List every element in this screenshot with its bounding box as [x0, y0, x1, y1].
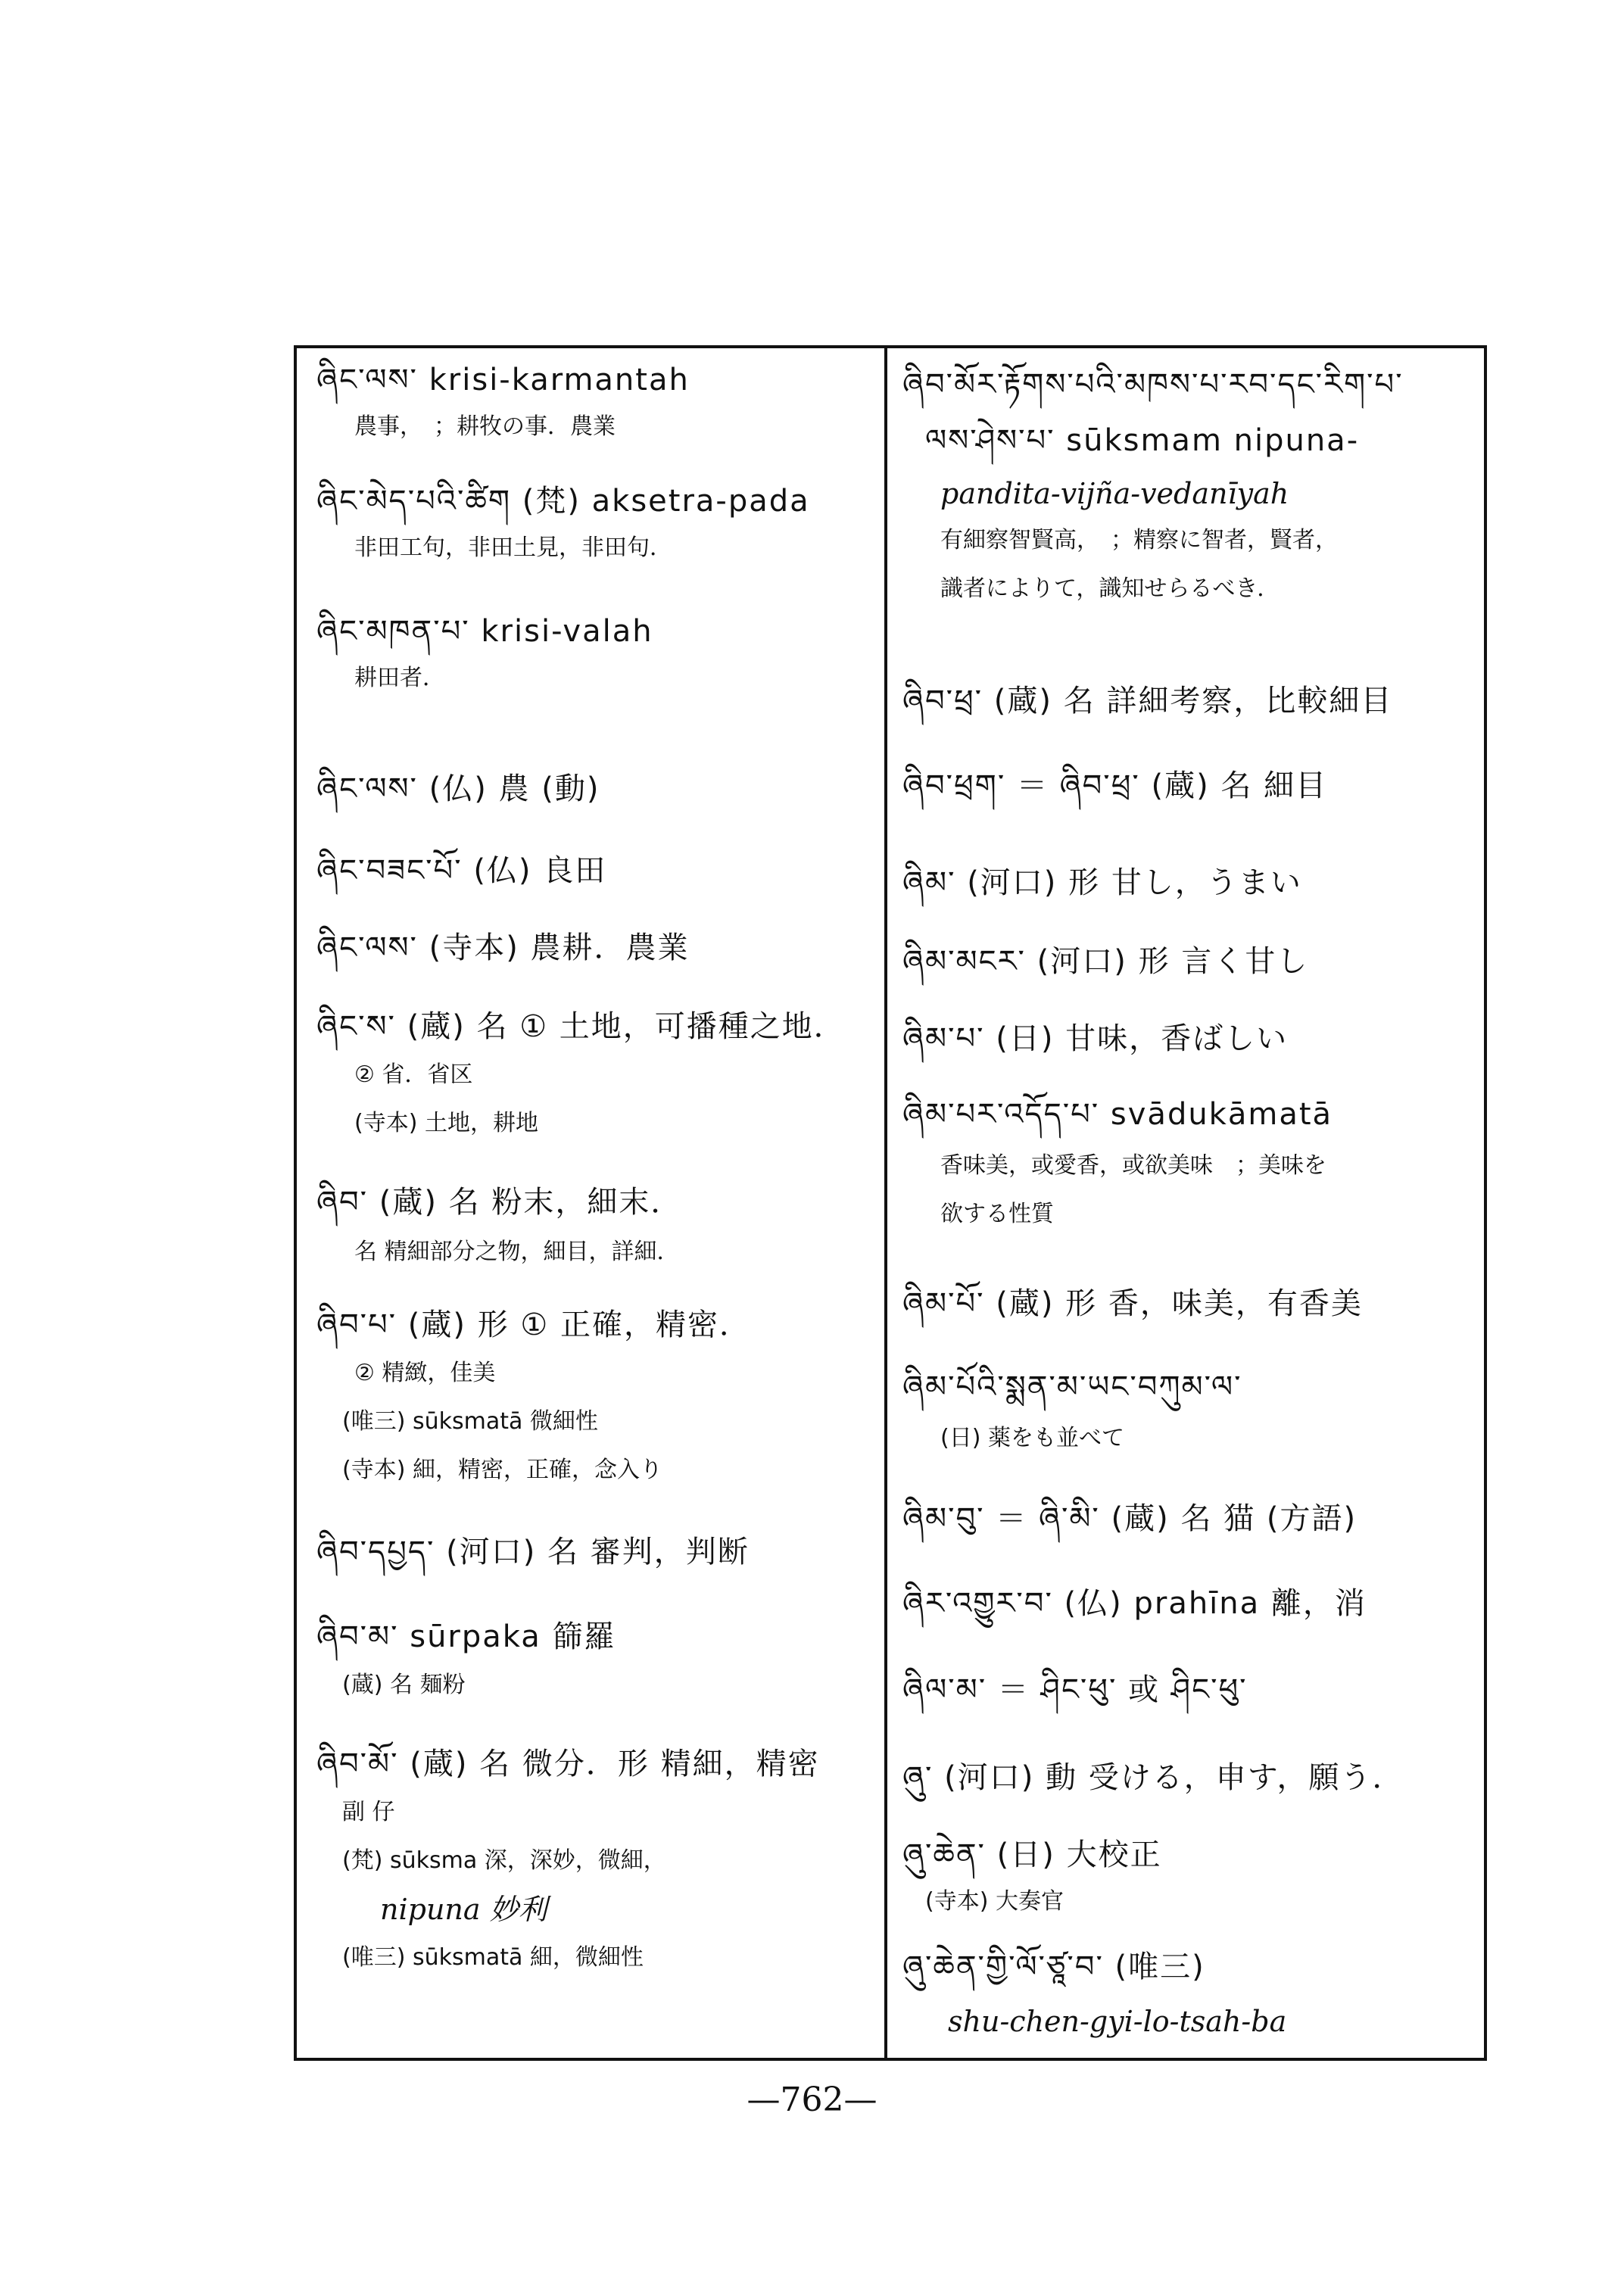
entry-definition-line: (寺本) 細，精密，正確，念入り: [342, 1457, 662, 1483]
entry-headword-line: ཞིང་ལས་ (寺本) 農耕．農業: [316, 930, 690, 965]
entry-definition-line: 農事， ；耕牧の事．農業: [354, 413, 616, 440]
entry-headword-line: ཞིབ་མ་ sūrpaka 篩羅: [316, 1619, 616, 1654]
entry-headword-line: ཞིབ་ཕྲ་ (蔵) 名 詳細考察，比較細目: [902, 684, 1393, 718]
entry-definition-line: 非田工句，非田土見，非田句．: [354, 535, 672, 561]
entry-headword-line: ཞིར་འགྱུར་བ་ (仏) prahīna 離，消: [902, 1586, 1367, 1621]
entry-headword-line: ཞིལ་མ་ ＝ ཤིང་ཕུ་ 或 ཤིང་ཕུ་: [902, 1672, 1248, 1707]
entry-definition-line: nipuna 妙利: [380, 1893, 547, 1926]
entry-definition-line: ② 省．省区: [354, 1061, 473, 1088]
entry-headword-line: ཞིམ་བུ་ ＝ ཞི་མི་ (蔵) 名 猫 (方語): [902, 1501, 1357, 1536]
entry-definition-line: 識者によりて，識知せらるべき．: [940, 575, 1280, 602]
entry-headword-line: ཞིམ་པར་འདོད་པ་ svādukāmatā: [902, 1097, 1333, 1132]
entry-headword-line: ལས་ཤེས་པ་ sūksmam nipuna-: [925, 423, 1360, 458]
entry-headword-line: ཞིང་མེད་པའི་ཚིག (梵) aksetra-pada: [316, 484, 810, 519]
entry-headword-line: ཞིབ་ཕྲག་ ＝ ཞིབ་ཕྲ་ (蔵) 名 細目: [902, 768, 1328, 803]
entry-definition-line: (日) 薬をも並べて: [940, 1425, 1124, 1451]
left-column: [297, 348, 887, 2058]
entry-headword-line: ཞུ་ཆེན་ (日) 大校正: [902, 1837, 1162, 1872]
entry-definition-line: (梵) sūksma 深，深妙，微細，: [342, 1847, 666, 1874]
entry-definition-line: 有細察智賢高， ；精察に智者，賢者，: [940, 527, 1338, 553]
dictionary-page-frame: [294, 345, 1487, 2061]
entry-headword-line: ཞིབ་པ་ (蔵) 形 ① 正確，精密．: [316, 1308, 752, 1342]
entry-headword-line: ཞིབ་དཔྱད་ (河口) 名 審判，判断: [316, 1535, 750, 1569]
entry-headword-line: ཞིམ་མངར་ (河口) 形 言く甘し: [902, 944, 1309, 979]
entry-definition-line: 欲する性質: [940, 1201, 1054, 1227]
entry-definition-line: (寺本) 土地，耕地: [354, 1110, 538, 1136]
entry-definition-line: pandita-vijña-vedanīyah: [940, 477, 1289, 510]
entry-headword-line: ཞིམ་པོའི་སྨན་མ་ཡང་བཀུམ་ལ་: [902, 1370, 1242, 1404]
entry-definition-line: ② 精緻，佳美: [354, 1360, 496, 1386]
entry-definition-line: 耕田者．: [354, 665, 445, 691]
entry-headword-line: ཞིམ་པ་ (日) 甘味，香ばしい: [902, 1021, 1289, 1056]
entry-definition-line: (蔵) 名 麺粉: [342, 1672, 466, 1698]
entry-headword-line: ཞིབ་མོར་རྟོགས་པའི་མཁས་པ་རབ་དང་རིག་པ་: [902, 367, 1404, 402]
entry-headword-line: ཞིབ་མོ་ (蔵) 名 微分．形 精細，精密: [316, 1747, 820, 1781]
entry-definition-line: 名 精細部分之物，細目，詳細．: [354, 1239, 680, 1265]
entry-headword-line: ཞིམ་པོ་ (蔵) 形 香，味美，有香美: [902, 1286, 1363, 1321]
right-column: [887, 348, 1484, 2058]
entry-definition-line: (唯三) sūksmatā 微細性: [342, 1408, 598, 1435]
entry-definition-line: (唯三) sūksmatā 細，微細性: [342, 1944, 644, 1971]
entry-headword-line: ཞིང་ལས་ (仏) 農 (動): [316, 771, 600, 806]
entry-headword-line: ཞིབ་ (蔵) 名 粉末，細末．: [316, 1185, 683, 1220]
entry-definition-line: 香味美，或愛香，或欲美味 ；美味を: [940, 1152, 1326, 1179]
entry-definition-line: shu-chen-gyi-lo-tsah-ba: [948, 2005, 1287, 2038]
entry-headword-line: ཞིང་ས་ (蔵) 名 ① 土地，可播種之地．: [316, 1009, 846, 1044]
entry-headword-line: ཞིམ་ (河口) 形 甘し，うまい: [902, 865, 1302, 900]
entry-definition-line: (寺本) 大奏官: [925, 1888, 1064, 1915]
entry-headword-line: ཞིང་མཁན་པ་ krisi-valah: [316, 614, 653, 649]
entry-headword-line: ཞུ་ཆེན་གྱི་ལོ་ཙཱ་བ་ (唯三): [902, 1950, 1205, 1984]
entry-headword-line: ཞིང་བཟང་པོ་ (仏) 良田: [316, 853, 607, 888]
entry-definition-line: 副 仔: [342, 1799, 395, 1825]
entry-headword-line: ཞུ་ (河口) 動 受ける，申す，願う．: [902, 1760, 1404, 1795]
entry-headword-line: ཞིང་ལས་ krisi-karmantah: [316, 363, 690, 397]
page-number: —762—: [747, 2080, 877, 2119]
